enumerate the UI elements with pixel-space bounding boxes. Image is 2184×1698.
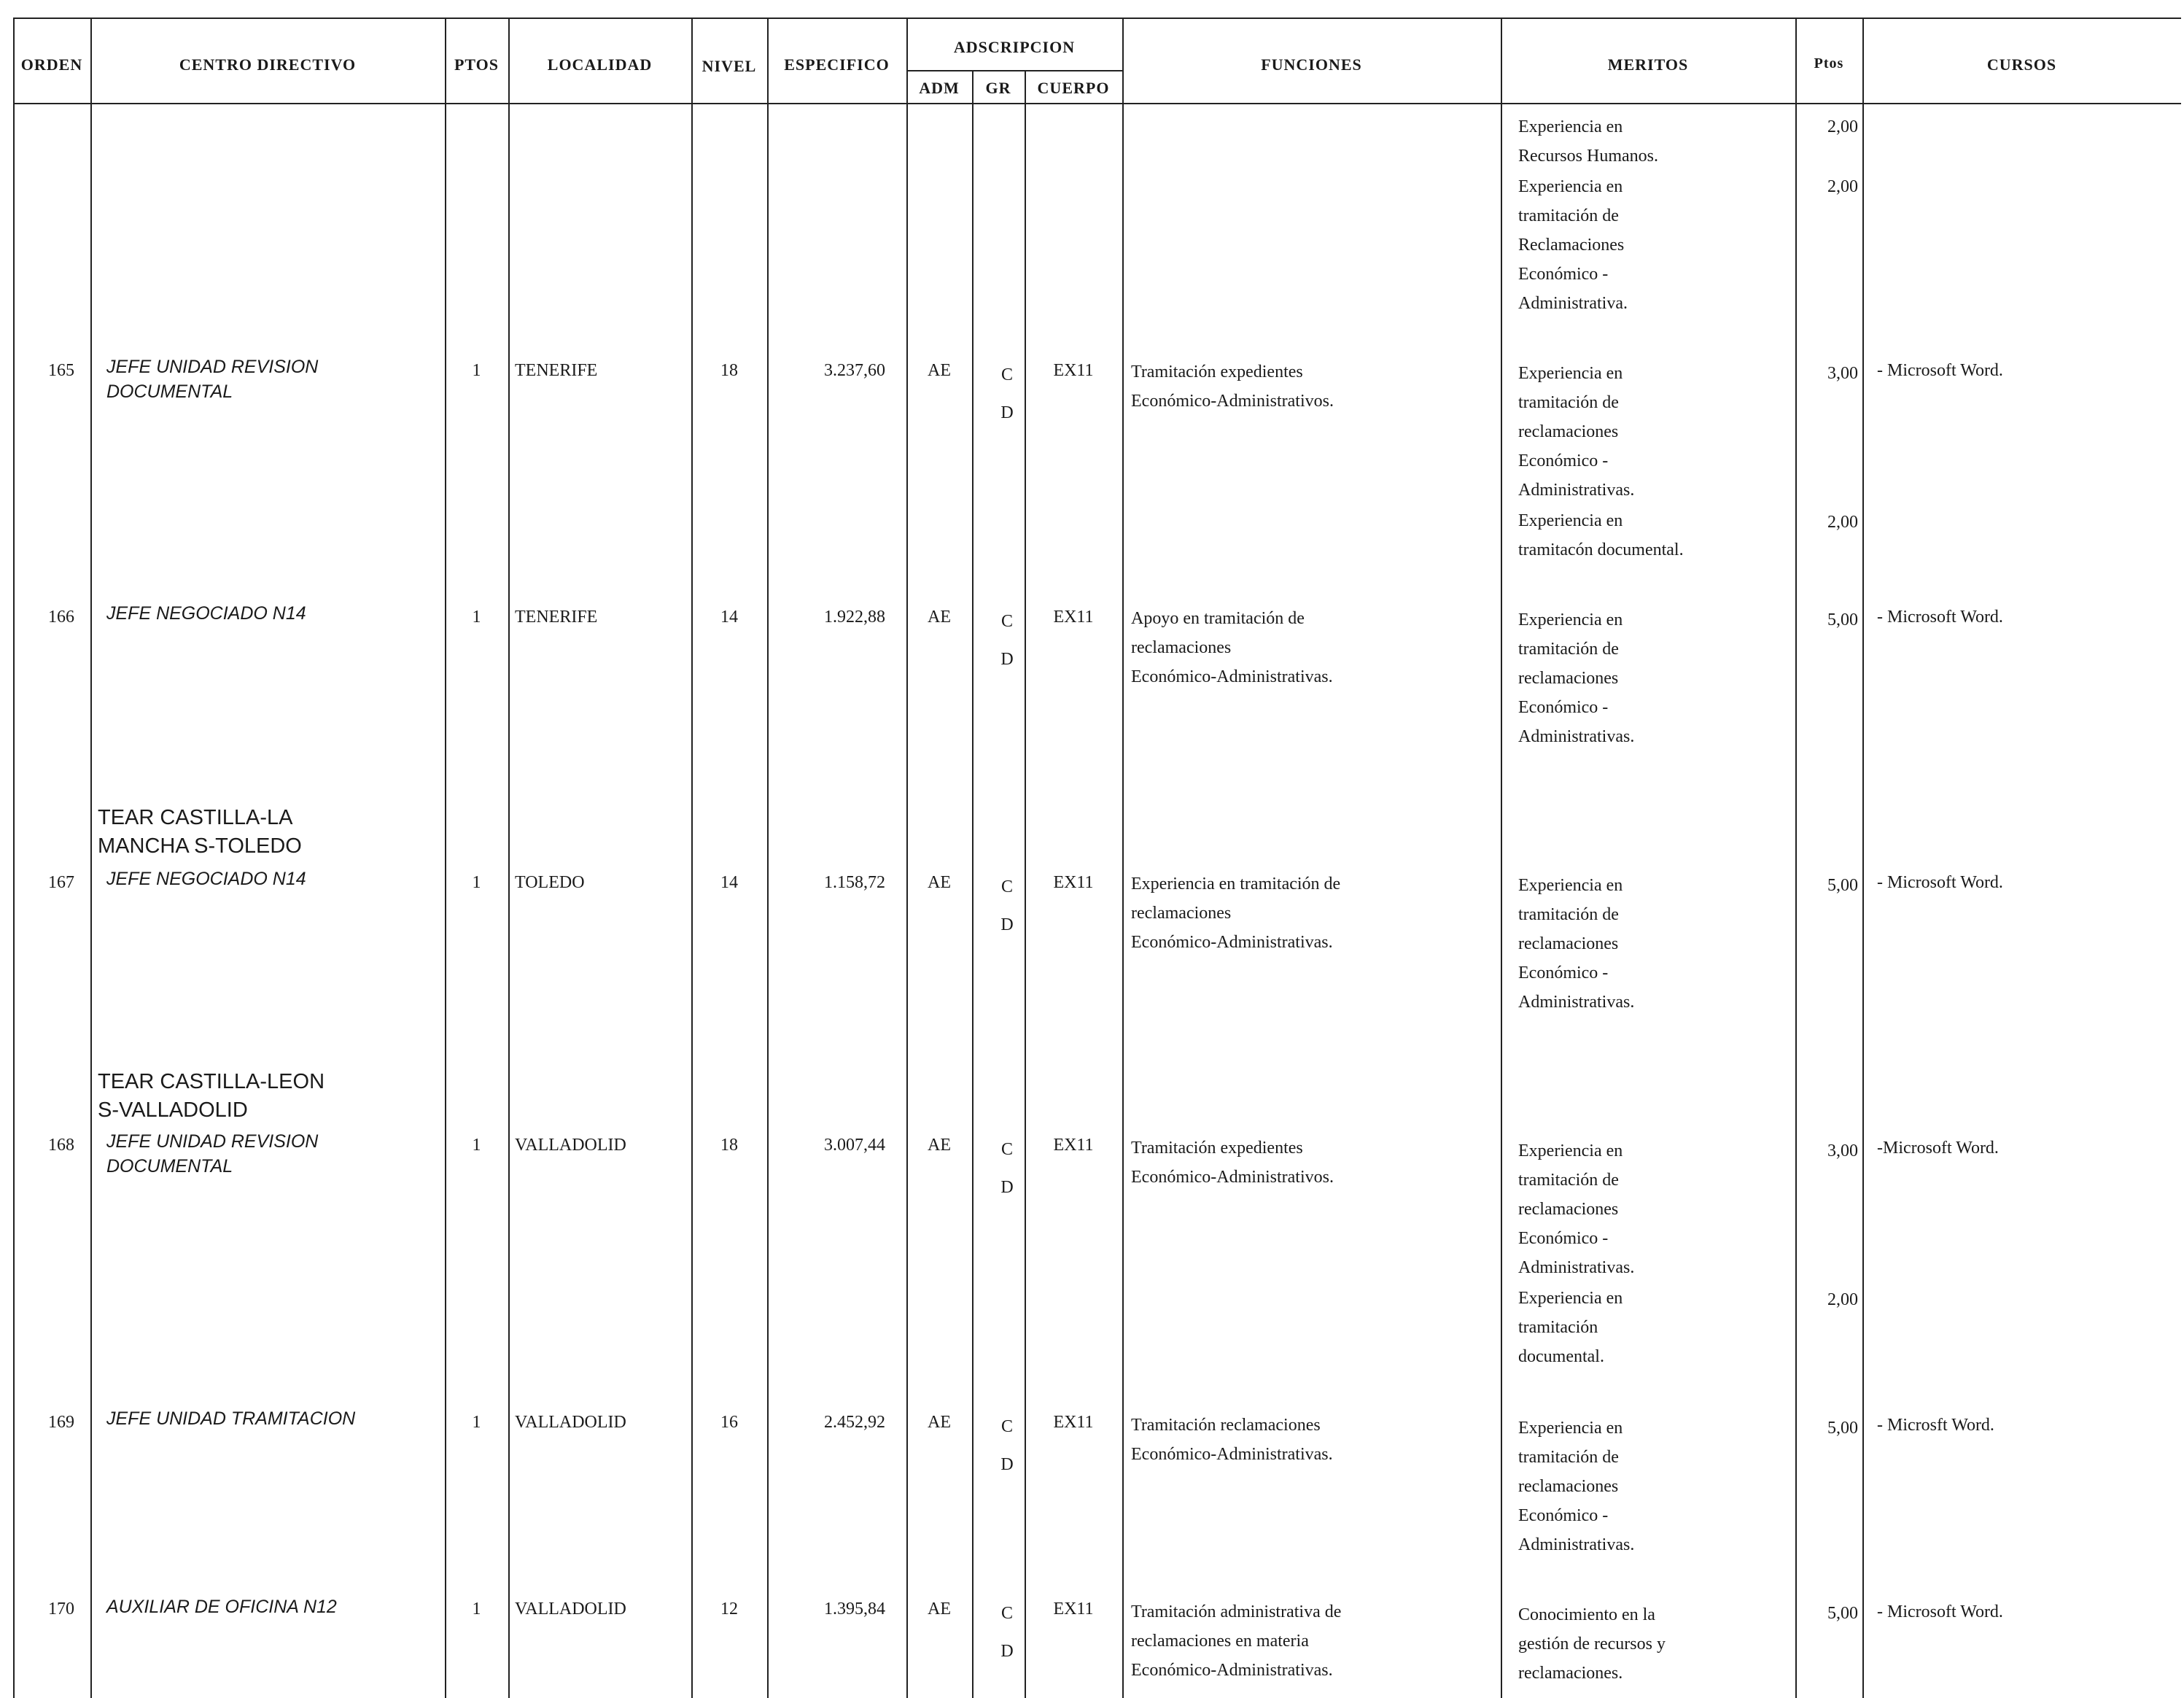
merito-text: Experiencia en Recursos Humanos. [1518, 117, 1658, 166]
row-gr: C D [1000, 612, 1014, 669]
row-adm: AE [928, 1136, 951, 1155]
row-nivel: 16 [720, 1413, 738, 1432]
row-cursos: -Microsoft Word. [1877, 1139, 1999, 1158]
col-border-cuerpo [1122, 18, 1124, 1698]
row-funciones: Apoyo en tramitación de reclamaciones Económico-Administrativas. [1131, 609, 1333, 686]
row-gr: C D [1000, 1417, 1014, 1474]
row-nivel: 14 [720, 608, 738, 627]
row-adm: AE [928, 1413, 951, 1432]
row-gr: C D [1000, 1604, 1014, 1661]
row-nivel: 18 [720, 361, 738, 380]
col-border-nivel [767, 18, 769, 1698]
row-especifico: 1.158,72 [824, 873, 885, 892]
row-ptos: 1 [472, 1413, 481, 1432]
row-cuerpo: EX11 [1053, 361, 1094, 380]
row-orden: 167 [48, 873, 74, 892]
col-border-left [13, 18, 15, 1698]
header-adm: ADM [919, 79, 960, 97]
row-cuerpo: EX11 [1053, 1413, 1094, 1432]
row-nivel: 18 [720, 1136, 738, 1155]
row-cursos: - Microsoft Word. [1877, 361, 2003, 380]
header-meritos: MERITOS [1607, 55, 1689, 74]
row-especifico: 2.452,92 [824, 1413, 885, 1432]
header-ptos-meritos: Ptos [1814, 55, 1844, 71]
row-adm: AE [928, 361, 951, 380]
merito-pts: 5,00 [1827, 610, 1858, 629]
merito-text: Experiencia en tramitación de reclamaciones Económico - Administrativas. [1518, 1419, 1635, 1554]
col-border-localidad [691, 18, 693, 1698]
row-cursos: - Microsoft Word. [1877, 608, 2003, 627]
row-cursos: - Microsoft Word. [1877, 1602, 2003, 1621]
row-ptos: 1 [472, 361, 481, 380]
row-especifico: 1.922,88 [824, 608, 885, 627]
row-adm: AE [928, 873, 951, 892]
row-orden: 166 [48, 608, 74, 627]
row-gr: C D [1000, 1140, 1014, 1197]
row-puesto: JEFE UNIDAD REVISION DOCUMENTAL [106, 1131, 319, 1176]
row-localidad: VALLADOLID [515, 1413, 626, 1432]
col-border-funciones [1501, 18, 1502, 1698]
adscripcion-divider [906, 70, 1122, 71]
row-localidad: VALLADOLID [515, 1600, 626, 1618]
row-ptos: 1 [472, 1600, 481, 1618]
row-funciones: Tramitación reclamaciones Económico-Administrativas. [1131, 1416, 1333, 1464]
col-border-especifico [906, 18, 908, 1698]
col-border-meritos [1795, 18, 1797, 1698]
header-nivel: NIVEL [702, 57, 757, 75]
row-cursos: - Microsft Word. [1877, 1416, 1994, 1435]
row-especifico: 3.237,60 [824, 361, 885, 380]
row-adm: AE [928, 1600, 951, 1618]
row-orden: 169 [48, 1413, 74, 1432]
row-puesto: JEFE NEGOCIADO N14 [106, 603, 306, 624]
row-localidad: TENERIFE [515, 361, 598, 380]
col-border-ptos [508, 18, 510, 1698]
row-gr: C D [1000, 365, 1014, 422]
row-orden: 170 [48, 1600, 74, 1618]
row-orden: 168 [48, 1136, 74, 1155]
merito-text: Experiencia en tramitación de reclamaciones Económico - Administrativas. [1518, 876, 1635, 1012]
col-border-centro [445, 18, 446, 1698]
header-cuerpo: CUERPO [1037, 79, 1110, 97]
header-bottom-border [13, 103, 2181, 104]
row-puesto: JEFE NEGOCIADO N14 [106, 869, 306, 889]
header-ptos: PTOS [454, 55, 500, 74]
merito-pts: 5,00 [1827, 876, 1858, 895]
header-centro-directivo: CENTRO DIRECTIVO [179, 55, 357, 74]
row-localidad: TENERIFE [515, 608, 598, 627]
row-especifico: 1.395,84 [824, 1600, 885, 1618]
header-orden: ORDEN [20, 55, 83, 74]
row-cuerpo: EX11 [1053, 1136, 1094, 1155]
header-gr: GR [985, 79, 1011, 97]
merito-pts: 2,00 [1827, 117, 1858, 136]
row-nivel: 12 [720, 1600, 738, 1618]
row-funciones: Experiencia en tramitación de reclamaciones Económico-Administrativas. [1131, 875, 1341, 952]
col-border-ptos-meritos [1862, 18, 1864, 1698]
row-puesto: JEFE UNIDAD REVISION DOCUMENTAL [106, 357, 319, 402]
table-top-border [13, 18, 2181, 19]
merito-text: Experiencia en tramitación de Reclamaciones Económico - Administrativa. [1518, 177, 1628, 313]
merito-pts: 3,00 [1827, 1141, 1858, 1160]
row-localidad: VALLADOLID [515, 1136, 626, 1155]
row-cuerpo: EX11 [1053, 873, 1094, 892]
row-ptos: 1 [472, 608, 481, 627]
merito-pts: 2,00 [1827, 1290, 1858, 1309]
row-gr: C D [1000, 877, 1014, 934]
header-adscripcion: ADSCRIPCION [953, 38, 1076, 56]
row-cuerpo: EX11 [1053, 608, 1094, 627]
merito-text: Experiencia en tramitación de reclamaciones Económico - Administrativas. [1518, 610, 1635, 746]
header-especifico: ESPECIFICO [784, 55, 890, 74]
merito-text: Experiencia en tramitacón documental. [1518, 511, 1684, 559]
row-especifico: 3.007,44 [824, 1136, 885, 1155]
row-funciones: Tramitación expedientes Económico-Administrativos. [1131, 1139, 1334, 1187]
row-puesto: JEFE UNIDAD TRAMITACION [106, 1408, 356, 1429]
merito-text: Experiencia en tramitación de reclamaciones Económico - Administrativas. [1518, 364, 1635, 500]
merito-pts: 5,00 [1827, 1604, 1858, 1623]
merito-pts: 2,00 [1827, 177, 1858, 196]
merito-pts: 3,00 [1827, 364, 1858, 383]
row-funciones: Tramitación administrativa de reclamaciones en materia Económico-Administrativas. [1131, 1602, 1342, 1680]
row-orden: 165 [48, 361, 74, 380]
row-cuerpo: EX11 [1053, 1600, 1094, 1618]
row-localidad: TOLEDO [515, 873, 585, 892]
header-funciones: FUNCIONES [1261, 55, 1362, 74]
centro-directivo-heading: TEAR CASTILLA-LA MANCHA S-TOLEDO [98, 806, 302, 858]
row-nivel: 14 [720, 873, 738, 892]
merito-pts: 5,00 [1827, 1419, 1858, 1438]
row-cursos: - Microsoft Word. [1877, 873, 2003, 892]
merito-text: Experiencia en tramitación de reclamaciones Económico - Administrativas. [1518, 1141, 1635, 1277]
row-ptos: 1 [472, 873, 481, 892]
merito-text: Experiencia en tramitación documental. [1518, 1289, 1623, 1366]
row-adm: AE [928, 608, 951, 627]
header-cursos: CURSOS [1986, 55, 2057, 74]
merito-pts: 2,00 [1827, 513, 1858, 532]
col-border-orden [90, 18, 92, 1698]
merito-text: Conocimiento en la gestión de recursos y reclamaciones. [1518, 1605, 1666, 1683]
centro-directivo-heading: TEAR CASTILLA-LEON S-VALLADOLID [98, 1070, 325, 1122]
row-ptos: 1 [472, 1136, 481, 1155]
row-puesto: AUXILIAR DE OFICINA N12 [106, 1597, 337, 1617]
row-funciones: Tramitación expedientes Económico-Administrativos. [1131, 363, 1334, 411]
header-localidad: LOCALIDAD [547, 55, 653, 74]
